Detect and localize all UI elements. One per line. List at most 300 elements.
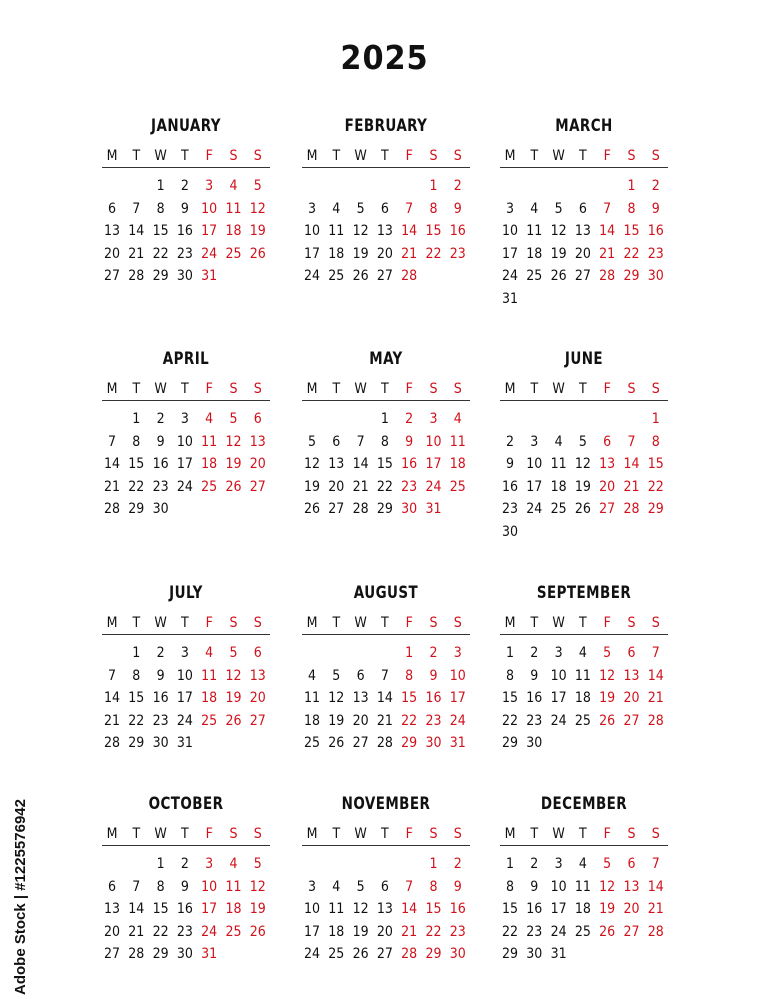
day-cell: 13 (249, 667, 266, 684)
weekday-label: T (381, 615, 389, 631)
day-cell: 19 (574, 478, 591, 495)
day-cell: 19 (352, 245, 369, 262)
weekday-header (102, 148, 270, 166)
day-cell: 29 (128, 501, 145, 518)
weekday-label: F (405, 826, 413, 842)
day-cell: 26 (328, 735, 345, 752)
day-cell: 20 (623, 901, 640, 918)
day-cell: 7 (651, 856, 660, 872)
weekday-label: F (205, 615, 213, 631)
weekday-label: T (579, 148, 587, 164)
day-cell: 3 (307, 200, 316, 217)
weekday-label: S (229, 381, 238, 397)
day-cell: 14 (401, 223, 418, 240)
day-cell: 11 (201, 667, 218, 684)
weekday-label: S (453, 381, 462, 397)
weekday-label: F (205, 826, 213, 842)
day-cell: 3 (307, 878, 316, 895)
month-name: JANUARY (151, 116, 221, 136)
day-cell: 15 (152, 901, 169, 918)
watermark (10, 755, 30, 995)
day-cell: 16 (152, 456, 169, 473)
weekday-label: M (106, 615, 118, 631)
day-cell: 7 (405, 878, 414, 895)
weekday-label: M (504, 148, 516, 164)
day-cell: 15 (425, 901, 442, 918)
day-cell: 22 (501, 923, 519, 940)
day-cell: 30 (401, 501, 418, 518)
weekday-label: T (381, 148, 389, 164)
day-cell: 4 (205, 645, 214, 661)
day-cell: 14 (103, 456, 121, 473)
day-cell: 15 (128, 456, 145, 473)
day-cell: 20 (599, 478, 616, 495)
day-cell: 29 (623, 268, 640, 285)
day-cell: 23 (501, 501, 519, 518)
day-cell: 28 (128, 946, 145, 963)
day-cell: 18 (328, 245, 345, 262)
day-cell: 10 (501, 223, 519, 240)
weekday-header (500, 615, 668, 633)
day-cell: 12 (328, 690, 345, 707)
day-cell: 12 (352, 223, 369, 240)
day-cell: 5 (554, 200, 563, 217)
day-cell: 14 (647, 878, 664, 895)
day-cell: 18 (201, 456, 218, 473)
day-cell: 2 (530, 856, 539, 872)
day-cell: 30 (526, 946, 543, 963)
day-cell: 17 (449, 690, 466, 707)
day-cell: 21 (647, 901, 664, 918)
weekday-label: T (332, 826, 341, 842)
day-cell: 20 (249, 456, 266, 473)
day-cell: 16 (526, 690, 543, 707)
weekday-label: S (253, 615, 262, 631)
day-cell: 22 (128, 478, 145, 495)
weekday-label: W (354, 381, 367, 397)
day-cell: 13 (574, 223, 591, 240)
day-cell: 9 (156, 433, 165, 450)
header-divider (500, 845, 668, 846)
day-cell: 9 (453, 878, 462, 895)
day-cell: 25 (449, 478, 466, 495)
day-cell: 26 (249, 245, 266, 262)
day-cell: 18 (225, 901, 242, 918)
weekday-label: T (530, 148, 539, 164)
weekday-header (302, 381, 470, 399)
day-cell: 17 (201, 901, 218, 918)
header-divider (102, 167, 270, 168)
day-cell: 8 (627, 200, 636, 217)
day-cell: 18 (225, 223, 242, 240)
weekday-label: S (651, 615, 660, 631)
month-name: NOVEMBER (341, 794, 431, 814)
day-cell: 2 (429, 645, 438, 661)
month-name: JULY (169, 583, 203, 603)
weekday-label: W (154, 148, 167, 164)
day-cell: 10 (425, 433, 442, 450)
day-cell: 20 (574, 245, 591, 262)
day-cell: 12 (574, 456, 591, 473)
day-cell: 15 (152, 223, 169, 240)
day-cell: 7 (356, 433, 365, 450)
weekday-label: S (429, 826, 438, 842)
day-cell: 1 (156, 856, 165, 872)
day-cell: 4 (229, 178, 238, 194)
day-cell: 18 (328, 923, 345, 940)
day-cell: 27 (623, 712, 640, 729)
day-cell: 4 (229, 856, 238, 872)
day-cell: 2 (180, 856, 189, 872)
day-cell: 21 (647, 690, 664, 707)
day-cell: 9 (180, 200, 189, 217)
day-cell: 1 (627, 178, 636, 194)
weekday-label: W (154, 826, 167, 842)
day-cell: 12 (249, 200, 266, 217)
day-cell: 31 (176, 735, 193, 752)
weekday-label: F (603, 826, 611, 842)
day-cell: 16 (449, 223, 466, 240)
weekday-label: S (651, 381, 660, 397)
weekday-label: S (229, 615, 238, 631)
day-cell: 22 (401, 712, 418, 729)
weekday-label: S (253, 826, 262, 842)
day-cell: 24 (550, 923, 567, 940)
day-cell: 8 (380, 433, 389, 450)
weekday-header (102, 615, 270, 633)
weekday-header (102, 381, 270, 399)
day-cell: 5 (356, 200, 365, 217)
day-cell: 24 (425, 478, 442, 495)
day-cell: 13 (623, 878, 640, 895)
weekday-label: T (381, 826, 389, 842)
day-cell: 7 (107, 433, 116, 450)
header-divider (500, 400, 668, 401)
day-cell: 29 (501, 735, 519, 752)
day-cell: 5 (578, 433, 587, 450)
month-name: SEPTEMBER (536, 583, 632, 603)
weekday-label: W (354, 826, 367, 842)
day-cell: 27 (599, 501, 616, 518)
day-cell: 24 (176, 478, 193, 495)
day-cell: 20 (103, 245, 121, 262)
day-cell: 21 (401, 923, 418, 940)
day-cell: 10 (303, 223, 321, 240)
header-divider (500, 634, 668, 635)
day-cell: 19 (225, 456, 242, 473)
day-cell: 22 (623, 245, 640, 262)
day-cell: 28 (647, 923, 664, 940)
day-cell: 15 (647, 456, 664, 473)
header-divider (102, 845, 270, 846)
weekday-label: S (453, 826, 462, 842)
day-cell: 1 (405, 645, 414, 661)
day-cell: 27 (376, 268, 393, 285)
day-cell: 5 (253, 178, 262, 194)
day-cell: 2 (505, 433, 514, 450)
day-cell: 12 (352, 901, 369, 918)
day-cell: 11 (574, 667, 591, 684)
weekday-label: M (504, 381, 516, 397)
day-cell: 21 (376, 712, 393, 729)
day-cell: 4 (453, 411, 462, 427)
day-cell: 14 (401, 901, 418, 918)
day-cell: 18 (574, 690, 591, 707)
day-cell: 18 (303, 712, 321, 729)
day-cell: 10 (176, 433, 193, 450)
day-cell: 15 (401, 690, 418, 707)
day-cell: 25 (303, 735, 321, 752)
weekday-header (302, 148, 470, 166)
day-cell: 25 (328, 268, 345, 285)
day-cell: 31 (501, 291, 519, 307)
day-cell: 15 (623, 223, 640, 240)
day-cell: 10 (449, 667, 466, 684)
day-cell: 6 (107, 878, 116, 895)
weekday-label: T (579, 826, 587, 842)
day-cell: 20 (352, 712, 369, 729)
day-cell: 1 (429, 856, 438, 872)
day-cell: 1 (156, 178, 165, 194)
weekday-label: M (504, 826, 516, 842)
day-cell: 18 (574, 901, 591, 918)
day-cell: 3 (505, 200, 514, 217)
day-cell: 13 (352, 690, 369, 707)
day-cell: 20 (376, 923, 393, 940)
day-cell: 3 (180, 645, 189, 661)
day-cell: 10 (201, 878, 218, 895)
day-cell: 19 (303, 478, 321, 495)
header-divider (302, 167, 470, 168)
day-cell: 23 (449, 923, 466, 940)
day-cell: 23 (425, 712, 442, 729)
day-cell: 31 (201, 268, 218, 285)
weekday-label: T (579, 615, 587, 631)
day-cell: 24 (526, 501, 543, 518)
month-name: FEBRUARY (344, 116, 428, 136)
day-cell: 26 (352, 946, 369, 963)
day-cell: 11 (225, 878, 242, 895)
day-cell: 14 (376, 690, 393, 707)
day-cell: 16 (449, 901, 466, 918)
day-cell: 4 (554, 433, 563, 450)
day-cell: 10 (176, 667, 193, 684)
day-cell: 19 (328, 712, 345, 729)
day-cell: 28 (103, 735, 121, 752)
day-cell: 13 (599, 456, 616, 473)
day-cell: 8 (405, 667, 414, 684)
day-cell: 26 (352, 268, 369, 285)
day-cell: 27 (103, 268, 121, 285)
day-cell: 26 (303, 501, 321, 518)
day-cell: 13 (249, 433, 266, 450)
day-cell: 29 (376, 501, 393, 518)
day-cell: 26 (249, 923, 266, 940)
day-cell: 1 (505, 856, 514, 872)
day-cell: 2 (156, 411, 165, 427)
day-cell: 4 (332, 200, 341, 217)
day-cell: 11 (328, 223, 345, 240)
day-cell: 20 (623, 690, 640, 707)
day-cell: 3 (205, 178, 214, 194)
day-cell: 24 (303, 268, 321, 285)
month-name: DECEMBER (540, 794, 628, 814)
day-cell: 13 (376, 223, 393, 240)
day-cell: 18 (526, 245, 543, 262)
day-cell: 29 (152, 268, 169, 285)
day-cell: 7 (651, 645, 660, 661)
day-cell: 2 (180, 178, 189, 194)
day-cell: 30 (176, 268, 193, 285)
day-cell: 8 (132, 667, 141, 684)
day-cell: 25 (201, 478, 218, 495)
day-cell: 4 (530, 200, 539, 217)
weekday-label: S (453, 615, 462, 631)
day-cell: 17 (303, 923, 321, 940)
day-cell: 21 (103, 712, 121, 729)
day-cell: 23 (526, 923, 543, 940)
day-cell: 11 (449, 433, 466, 450)
day-cell: 6 (107, 200, 116, 217)
day-cell: 17 (526, 478, 543, 495)
day-cell: 11 (526, 223, 543, 240)
day-cell: 5 (229, 645, 238, 661)
day-cell: 20 (328, 478, 345, 495)
day-cell: 3 (429, 411, 438, 427)
weekday-label: T (579, 381, 587, 397)
day-cell: 22 (128, 712, 145, 729)
day-cell: 21 (128, 923, 145, 940)
day-cell: 13 (103, 223, 121, 240)
day-cell: 17 (550, 690, 567, 707)
day-cell: 23 (449, 245, 466, 262)
weekday-label: T (530, 615, 539, 631)
day-cell: 14 (647, 667, 664, 684)
day-cell: 19 (599, 901, 616, 918)
day-cell: 30 (152, 735, 169, 752)
day-cell: 27 (623, 923, 640, 940)
day-cell: 6 (332, 433, 341, 450)
day-cell: 12 (225, 667, 242, 684)
day-cell: 28 (401, 946, 418, 963)
day-cell: 19 (225, 690, 242, 707)
day-cell: 9 (453, 200, 462, 217)
day-cell: 23 (401, 478, 418, 495)
weekday-label: F (205, 148, 213, 164)
day-cell: 23 (526, 712, 543, 729)
day-cell: 9 (505, 456, 514, 473)
day-cell: 16 (526, 901, 543, 918)
watermark-text: Adobe Stock | #1225576942 (12, 799, 29, 995)
day-cell: 15 (376, 456, 393, 473)
weekday-label: T (181, 381, 189, 397)
day-cell: 28 (376, 735, 393, 752)
weekday-label: S (627, 615, 636, 631)
day-cell: 27 (376, 946, 393, 963)
day-cell: 17 (501, 245, 519, 262)
weekday-label: T (530, 826, 539, 842)
day-cell: 22 (376, 478, 393, 495)
day-cell: 6 (253, 645, 262, 661)
weekday-label: T (132, 148, 141, 164)
day-cell: 1 (380, 411, 389, 427)
weekday-label: S (453, 148, 462, 164)
day-cell: 7 (107, 667, 116, 684)
day-cell: 14 (599, 223, 616, 240)
day-cell: 3 (530, 433, 539, 450)
day-cell: 8 (132, 433, 141, 450)
day-cell: 26 (225, 478, 242, 495)
day-cell: 11 (550, 456, 567, 473)
day-cell: 16 (176, 223, 193, 240)
weekday-label: W (552, 381, 565, 397)
weekday-label: W (354, 148, 367, 164)
day-cell: 5 (603, 645, 612, 661)
day-cell: 17 (176, 690, 193, 707)
day-cell: 27 (249, 478, 266, 495)
day-cell: 7 (627, 433, 636, 450)
day-cell: 19 (249, 901, 266, 918)
weekday-label: T (181, 148, 189, 164)
header-divider (302, 845, 470, 846)
month-name: MARCH (555, 116, 613, 136)
day-cell: 8 (156, 200, 165, 217)
day-cell: 10 (201, 200, 218, 217)
day-cell: 13 (328, 456, 345, 473)
weekday-label: T (181, 615, 189, 631)
day-cell: 26 (599, 923, 616, 940)
weekday-label: W (154, 381, 167, 397)
day-cell: 31 (449, 735, 466, 752)
day-cell: 1 (132, 645, 141, 661)
day-cell: 9 (156, 667, 165, 684)
day-cell: 1 (651, 411, 660, 427)
day-cell: 22 (152, 245, 169, 262)
day-cell: 11 (225, 200, 242, 217)
day-cell: 24 (201, 923, 218, 940)
weekday-label: T (181, 826, 189, 842)
day-cell: 24 (201, 245, 218, 262)
day-cell: 17 (550, 901, 567, 918)
weekday-header (102, 826, 270, 844)
day-cell: 21 (352, 478, 369, 495)
day-cell: 19 (599, 690, 616, 707)
day-cell: 16 (425, 690, 442, 707)
day-cell: 4 (205, 411, 214, 427)
day-cell: 12 (599, 878, 616, 895)
weekday-label: S (253, 381, 262, 397)
day-cell: 14 (623, 456, 640, 473)
header-divider (102, 400, 270, 401)
day-cell: 2 (453, 856, 462, 872)
weekday-label: T (132, 615, 141, 631)
day-cell: 19 (352, 923, 369, 940)
day-cell: 18 (449, 456, 466, 473)
day-cell: 9 (405, 433, 414, 450)
weekday-label: T (332, 381, 341, 397)
day-cell: 6 (603, 433, 612, 450)
weekday-label: T (332, 615, 341, 631)
day-cell: 1 (429, 178, 438, 194)
day-cell: 3 (554, 856, 563, 872)
weekday-label: S (429, 148, 438, 164)
day-cell: 27 (574, 268, 591, 285)
day-cell: 28 (128, 268, 145, 285)
day-cell: 30 (647, 268, 664, 285)
day-cell: 8 (505, 878, 514, 895)
day-cell: 26 (550, 268, 567, 285)
day-cell: 7 (405, 200, 414, 217)
